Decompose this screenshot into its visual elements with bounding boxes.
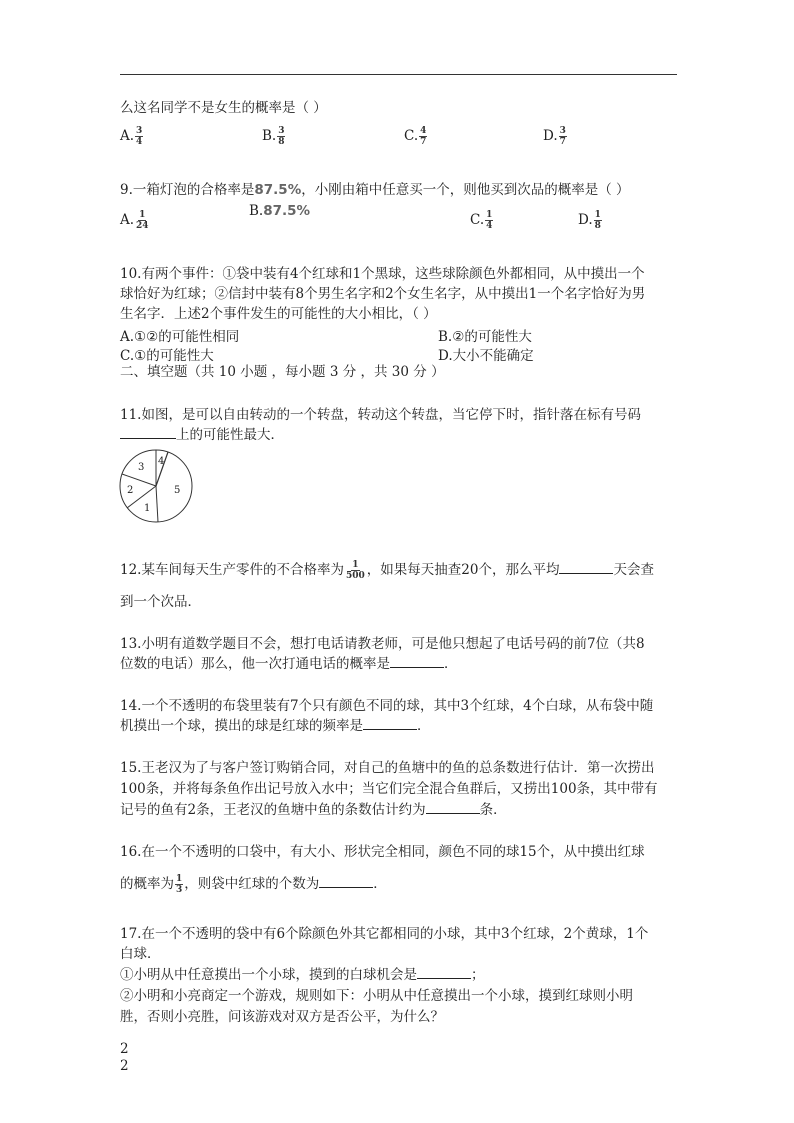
- q11-answer-blank[interactable]: [120, 426, 176, 439]
- q16-line1: 16.在一个不透明的口袋中，有大小、形状完全相同，颜色不同的球15个，从中摸出红球: [120, 844, 645, 860]
- q14-line1: 14.一个不透明的布袋里装有7个只有颜色不同的球，其中3个红球，4个白球，从布袋中随: [120, 698, 654, 714]
- page-number-1: 2: [120, 1041, 129, 1057]
- q15-line2: 100条，并将每条鱼作出记号放入水中；当它们完全混合鱼群后，又捞出100条，其中带有: [120, 781, 658, 797]
- q13-answer-blank[interactable]: [390, 655, 444, 668]
- section-heading-fill-in: 二、填空题（共 10 小题 ，每小题 3 分 ，共 30 分 ）: [120, 364, 445, 380]
- q15-line1: 15.王老汉为了与客户签订购销合同，对自己的鱼塘中的鱼的总条数进行估计．第一次捞出: [120, 760, 655, 776]
- q9-option-b: B.87.5%: [249, 203, 311, 219]
- q9-text: 9.一箱灯泡的合格率是87.5%，小刚由箱中任意买一个，则他买到次品的概率是（ ）: [120, 182, 630, 198]
- q11-line1: 11.如图，是可以自由转动的一个转盘，转动这个转盘，当它停下时，指针落在标有号码: [120, 407, 641, 423]
- q10-line3: 生名字．上述2个事件发生的可能性的大小相比，（ ）: [120, 306, 437, 322]
- q17-line2: 白球．: [120, 946, 161, 962]
- q10-line2: 球恰好为红球；②信封中装有8个男生名字和2个女生名字，从中摸出1一个名字恰好为男: [120, 286, 646, 302]
- q9-option-c: C. $\frac{1}{4}$: [470, 210, 493, 231]
- q8-option-b: B. $\frac{3}{8}$: [262, 126, 285, 147]
- q10-option-d: D.大小不能确定: [438, 348, 534, 364]
- q9-option-d: D. $\frac{1}{8}$: [578, 210, 601, 231]
- q13-line1: 13.小明有道数学题目不会，想打电话请教老师，可是他只想起了电话号码的前7位（共8: [120, 636, 645, 652]
- q17-part2-line1: ②小明和小亮商定一个游戏，规则如下：小明从中任意摸出一个小球，摸到红球则小明: [120, 988, 633, 1004]
- q15-answer-blank[interactable]: [426, 801, 480, 814]
- q17-part1: ①小明从中任意摸出一个小球，摸到的白球机会是 ；: [120, 967, 485, 983]
- q10-option-a: A.①②的可能性相同: [120, 329, 240, 345]
- spinner-label-5: 5: [174, 485, 181, 496]
- q8-text: 么这名同学不是女生的概率是（ ）: [120, 100, 327, 116]
- spinner-divider: [156, 486, 158, 522]
- page-number-2: 2: [120, 1058, 129, 1074]
- q14-line2: 机摸出一个球，摸出的球是红球的频率是 ．: [120, 718, 431, 734]
- spinner-label-1: 1: [144, 503, 151, 514]
- q14-answer-blank[interactable]: [363, 717, 417, 730]
- q17-answer-blank[interactable]: [417, 966, 471, 979]
- q13-line2: 位数的电话）那么，他一次打通电话的概率是 ．: [120, 656, 458, 672]
- q16-answer-blank[interactable]: [319, 875, 373, 888]
- q11-line2: 上的可能性最大．: [120, 425, 284, 445]
- q17-part2-line2: 胜，否则小亮胜，问该游戏对双方是否公平，为什么？: [120, 1009, 444, 1025]
- spinner-label-2: 2: [127, 485, 134, 496]
- q12-line2: 到一个次品．: [120, 594, 201, 610]
- q16-line2: 的概率为 $\frac{1}{3}$ ，则袋中红球的个数为 ．: [120, 874, 387, 895]
- q9-option-a: A. $\frac{1}{24}$: [120, 210, 149, 231]
- q12-line1: 12.某车间每天生产零件的不合格率为 $\frac{1}{500}$ ，如果每天抽查20个，那么平均 天会查: [120, 560, 654, 581]
- q8-option-c: C. $\frac{4}{7}$: [404, 126, 427, 147]
- q8-option-d: D. $\frac{3}{7}$: [543, 126, 566, 147]
- q10-option-c: C.①的可能性大: [120, 348, 214, 364]
- header-rule: [120, 74, 677, 75]
- q8-option-a: A. $\frac{3}{4}$: [120, 126, 143, 147]
- spinner-label-4: 4: [158, 456, 165, 467]
- q17-line1: 17.在一个不透明的袋中有6个除颜色外其它都相同的小球，其中3个红球，2个黄球，1个: [120, 926, 649, 942]
- spinner-label-3: 3: [138, 462, 145, 473]
- q10-option-b: B.②的可能性大: [438, 329, 532, 345]
- q15-line3: 记号的鱼有2条，王老汉的鱼塘中鱼的条数估计约为 条．: [120, 802, 507, 818]
- q12-answer-blank[interactable]: [559, 561, 613, 574]
- q10-line1: 10.有两个事件：①袋中装有4个红球和1个黑球，这些球除颜色外都相同，从中摸出一个: [120, 266, 645, 282]
- spinner-diagram: [118, 448, 196, 526]
